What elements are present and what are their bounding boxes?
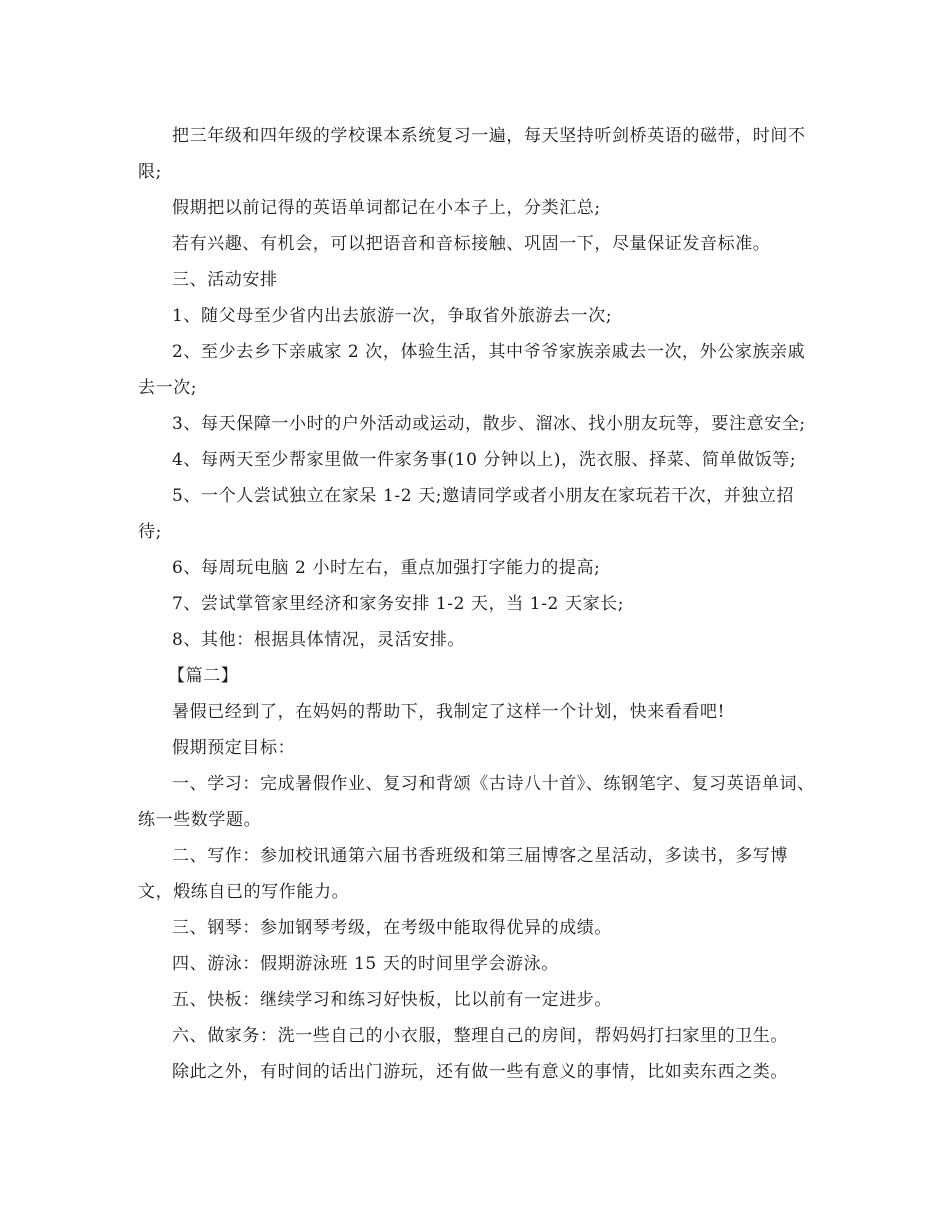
document-body (138, 118, 818, 1090)
list-item: 3、每天保障一小时的户外活动或运动，散步、溜冰、找小朋友玩等，要注意安全; (172, 414, 806, 434)
list-item: 2、至少去乡下亲戚家 2 次，体验生活，其中爷爷家族亲戚去一次，外公家族亲戚去一次; (138, 342, 806, 398)
section-subheading: 三、活动安排 (172, 270, 278, 290)
goal-item: 一、学习：完成暑假作业、复习和背颂《古诗八十首》、练钢笔字、复习英语单词、练一些数学题。 (138, 774, 815, 830)
goal-item: 四、游泳：假期游泳班 15 天的时间里学会游泳。 (172, 954, 559, 974)
paragraph: 把三年级和四年级的学校课本系统复习一遍，每天坚持听剑桥英语的磁带，时间不限; (138, 126, 806, 182)
paragraph: 假期预定目标： (172, 738, 296, 758)
paragraph: 除此之外，有时间的话出门游玩，还有做一些有意义的事情，比如卖东西之类。 (172, 1062, 788, 1082)
goal-item: 五、快板：继续学习和练习好快板，比以前有一定进步。 (172, 990, 612, 1010)
list-item: 7、尝试掌管家里经济和家务安排 1-2 天，当 1-2 天家长; (172, 594, 625, 614)
list-item: 6、每周玩电脑 2 小时左右，重点加强打字能力的提高; (172, 558, 601, 578)
goal-item: 六、做家务：洗一些自己的小衣服，整理自己的房间，帮妈妈打扫家里的卫生。 (172, 1026, 788, 1046)
list-item: 1、随父母至少省内出去旅游一次，争取省外旅游去一次; (172, 306, 613, 326)
paragraph: 若有兴趣、有机会，可以把语音和音标接触、巩固一下，尽量保证发音标准。 (172, 234, 771, 254)
list-item: 5、一个人尝试独立在家呆 1-2 天;邀请同学或者小朋友在家玩若干次，并独立招待; (138, 486, 795, 542)
list-item: 8、其他：根据具体情况，灵活安排。 (172, 630, 466, 650)
section-heading: 【篇二】 (168, 666, 239, 686)
goal-item: 三、钢琴：参加钢琴考级，在考级中能取得优异的成绩。 (172, 918, 612, 938)
list-item: 4、每两天至少帮家里做一件家务事(10 分钟以上)，洗衣服、择菜、简单做饭等; (172, 450, 797, 470)
goal-item: 二、写作：参加校讯通第六届书香班级和第三届博客之星活动，多读书，多写博文，煅练自已的写作能力。 (138, 846, 788, 902)
paragraph: 假期把以前记得的英语单词都记在小本子上，分类汇总; (172, 198, 601, 218)
paragraph: 暑假已经到了，在妈妈的帮助下，我制定了这样一个计划，快来看看吧! (172, 702, 726, 722)
